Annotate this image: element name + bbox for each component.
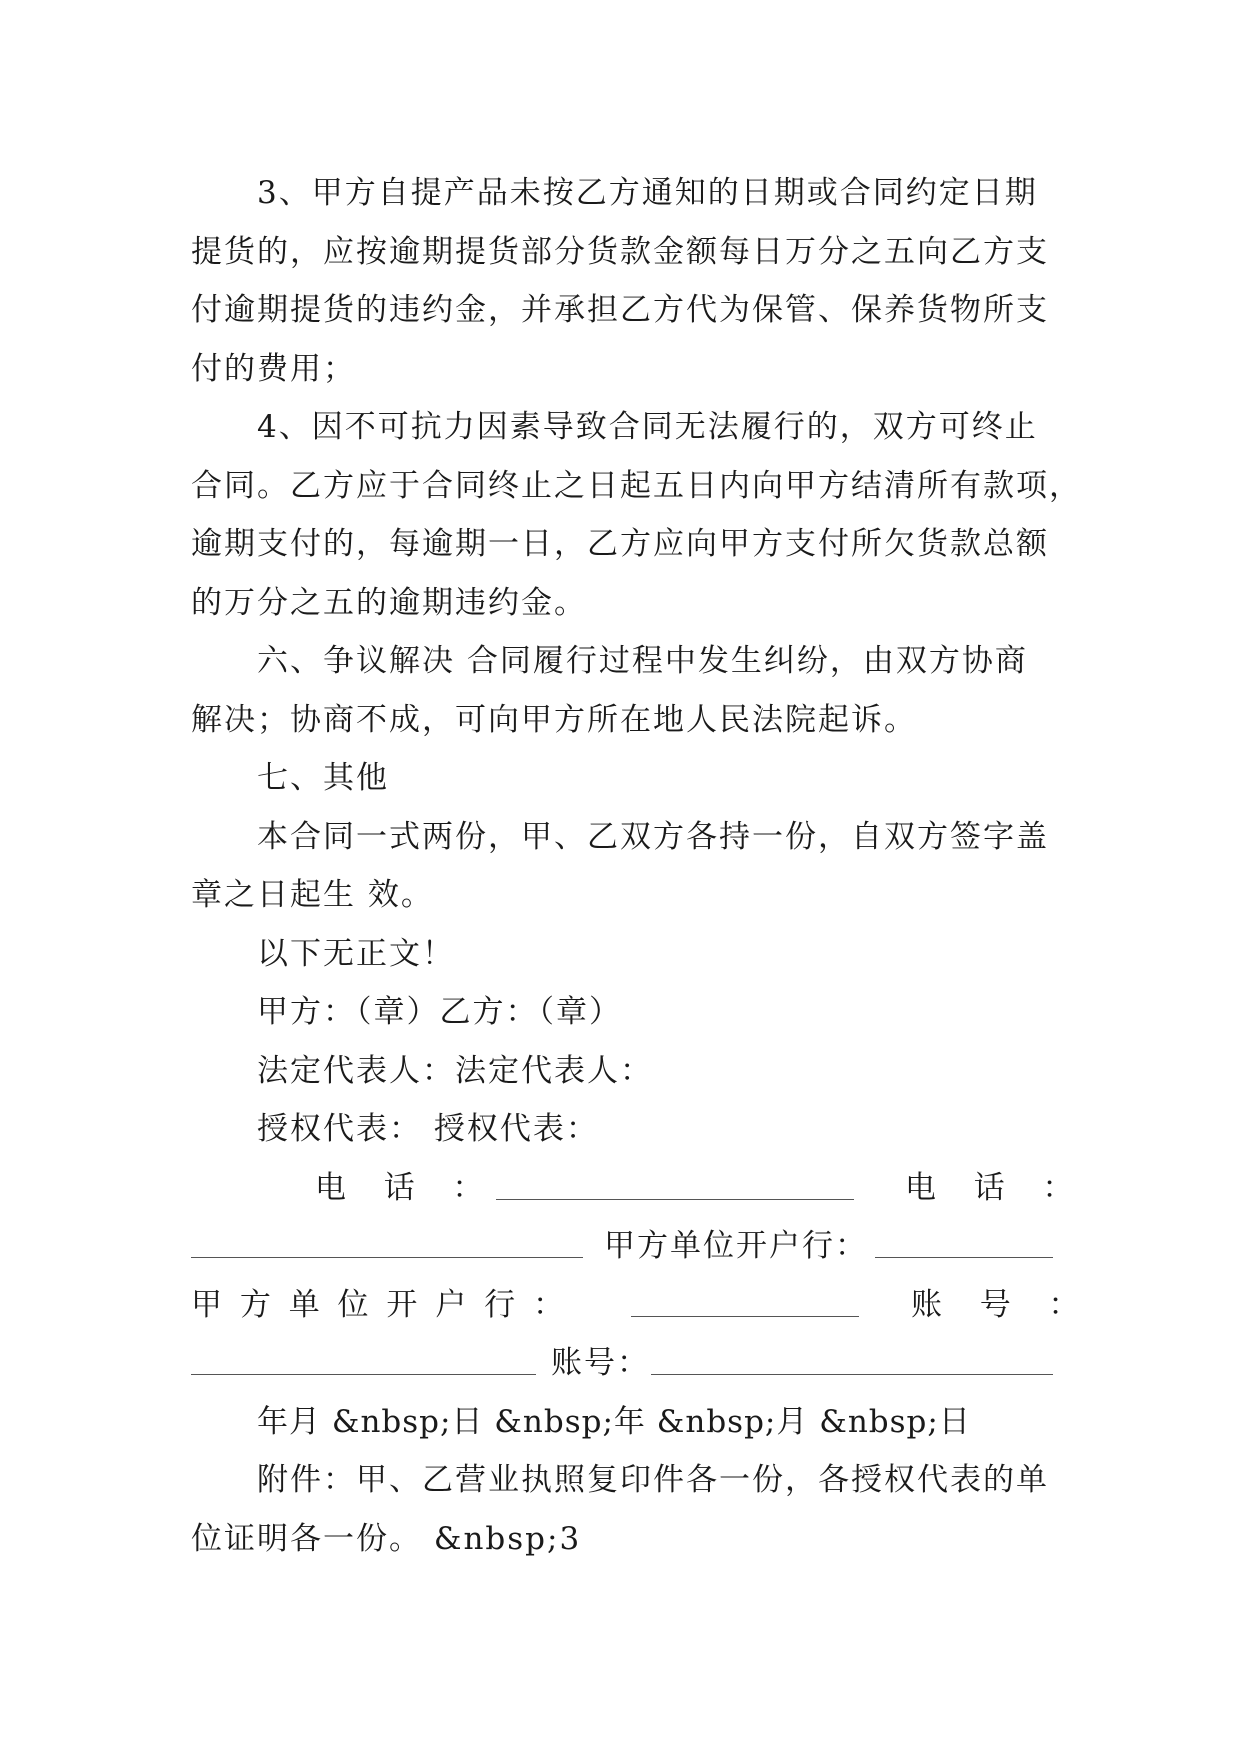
- account-row: [191, 1334, 1053, 1393]
- bank-blank-party-a: [875, 1255, 1053, 1258]
- date-line: 年月 &nbsp;日 &nbsp;年 &nbsp;月 &nbsp;日: [257, 1403, 971, 1440]
- text-line: 合同。乙方应于合同终止之日起五日内向甲方结清所有款项，: [191, 467, 1082, 504]
- text-line: 逾期支付的，每逾期一日，乙方应向甲方支付所欠货款总额: [191, 526, 1049, 562]
- text-line: 章之日起生 效。: [191, 877, 434, 913]
- text-line: 的万分之五的逾期违约金。: [191, 584, 587, 621]
- clause-4: [191, 398, 1082, 632]
- text-line: 六、争议解决 合同履行过程中发生纠纷，由双方协商: [257, 643, 1028, 679]
- text-line: 3、甲方自提产品未按乙方通知的日期或合同约定日期: [257, 175, 1038, 211]
- phone-blank-party-a: [496, 1197, 854, 1200]
- phone-label-party-a: 电 话 ：: [315, 1169, 490, 1206]
- text-line: 解决；协商不成，可向甲方所在地人民法院起诉。: [191, 701, 917, 738]
- section-7-body: [191, 808, 1053, 925]
- text-line: 提货的，应按逾期提货部分货款金额每日万分之五向乙方支: [191, 233, 1049, 270]
- text-line: 付的费用；: [191, 350, 356, 387]
- text-line: 本合同一式两份，甲、乙双方各持一份，自双方签字盖: [257, 818, 1049, 855]
- account-label-party-a: 账 号 ：: [911, 1286, 1086, 1323]
- text-line: 附件：甲、乙营业执照复印件各一份，各授权代表的单: [257, 1462, 1049, 1498]
- account-blank-party-a: [191, 1372, 536, 1375]
- account-blank-party-b: [651, 1372, 1053, 1375]
- authorized-representative-line: 授权代表： 授权代表：: [257, 1111, 599, 1147]
- phone-blank-party-b: [191, 1255, 583, 1258]
- no-more-text-note: 以下无正文！: [257, 935, 455, 972]
- account-label-party-b: 账号：: [551, 1345, 650, 1381]
- bank-blank-party-b: [631, 1314, 859, 1317]
- text-line: 付逾期提货的违约金，并承担乙方代为保管、保养货物所支: [191, 292, 1049, 328]
- section-7-title: 七、其他: [257, 760, 389, 796]
- legal-representative-line: 法定代表人：法定代表人：: [257, 1052, 653, 1089]
- bank-label-party-a: 甲方单位开户行：: [604, 1228, 868, 1264]
- section-6-dispute: [191, 632, 1053, 749]
- bank-row-1: [191, 1217, 1053, 1276]
- attachment-note: [191, 1451, 1053, 1568]
- phone-label-party-b: 电 话 ：: [905, 1169, 1080, 1206]
- contract-page: [191, 164, 1086, 1568]
- text-line: 位证明各一份。 &nbsp;3: [191, 1520, 582, 1557]
- phone-row: [191, 1159, 1080, 1218]
- bank-row-2: [191, 1276, 1086, 1335]
- bank-label-party-b: 甲 方 单 位 开 户 行 ：: [191, 1286, 568, 1323]
- text-line: 4、因不可抗力因素导致合同无法履行的，双方可终止: [257, 409, 1038, 445]
- parties-seal-line: 甲方：（章）乙方：（章）: [257, 994, 622, 1030]
- clause-3: [191, 164, 1053, 398]
